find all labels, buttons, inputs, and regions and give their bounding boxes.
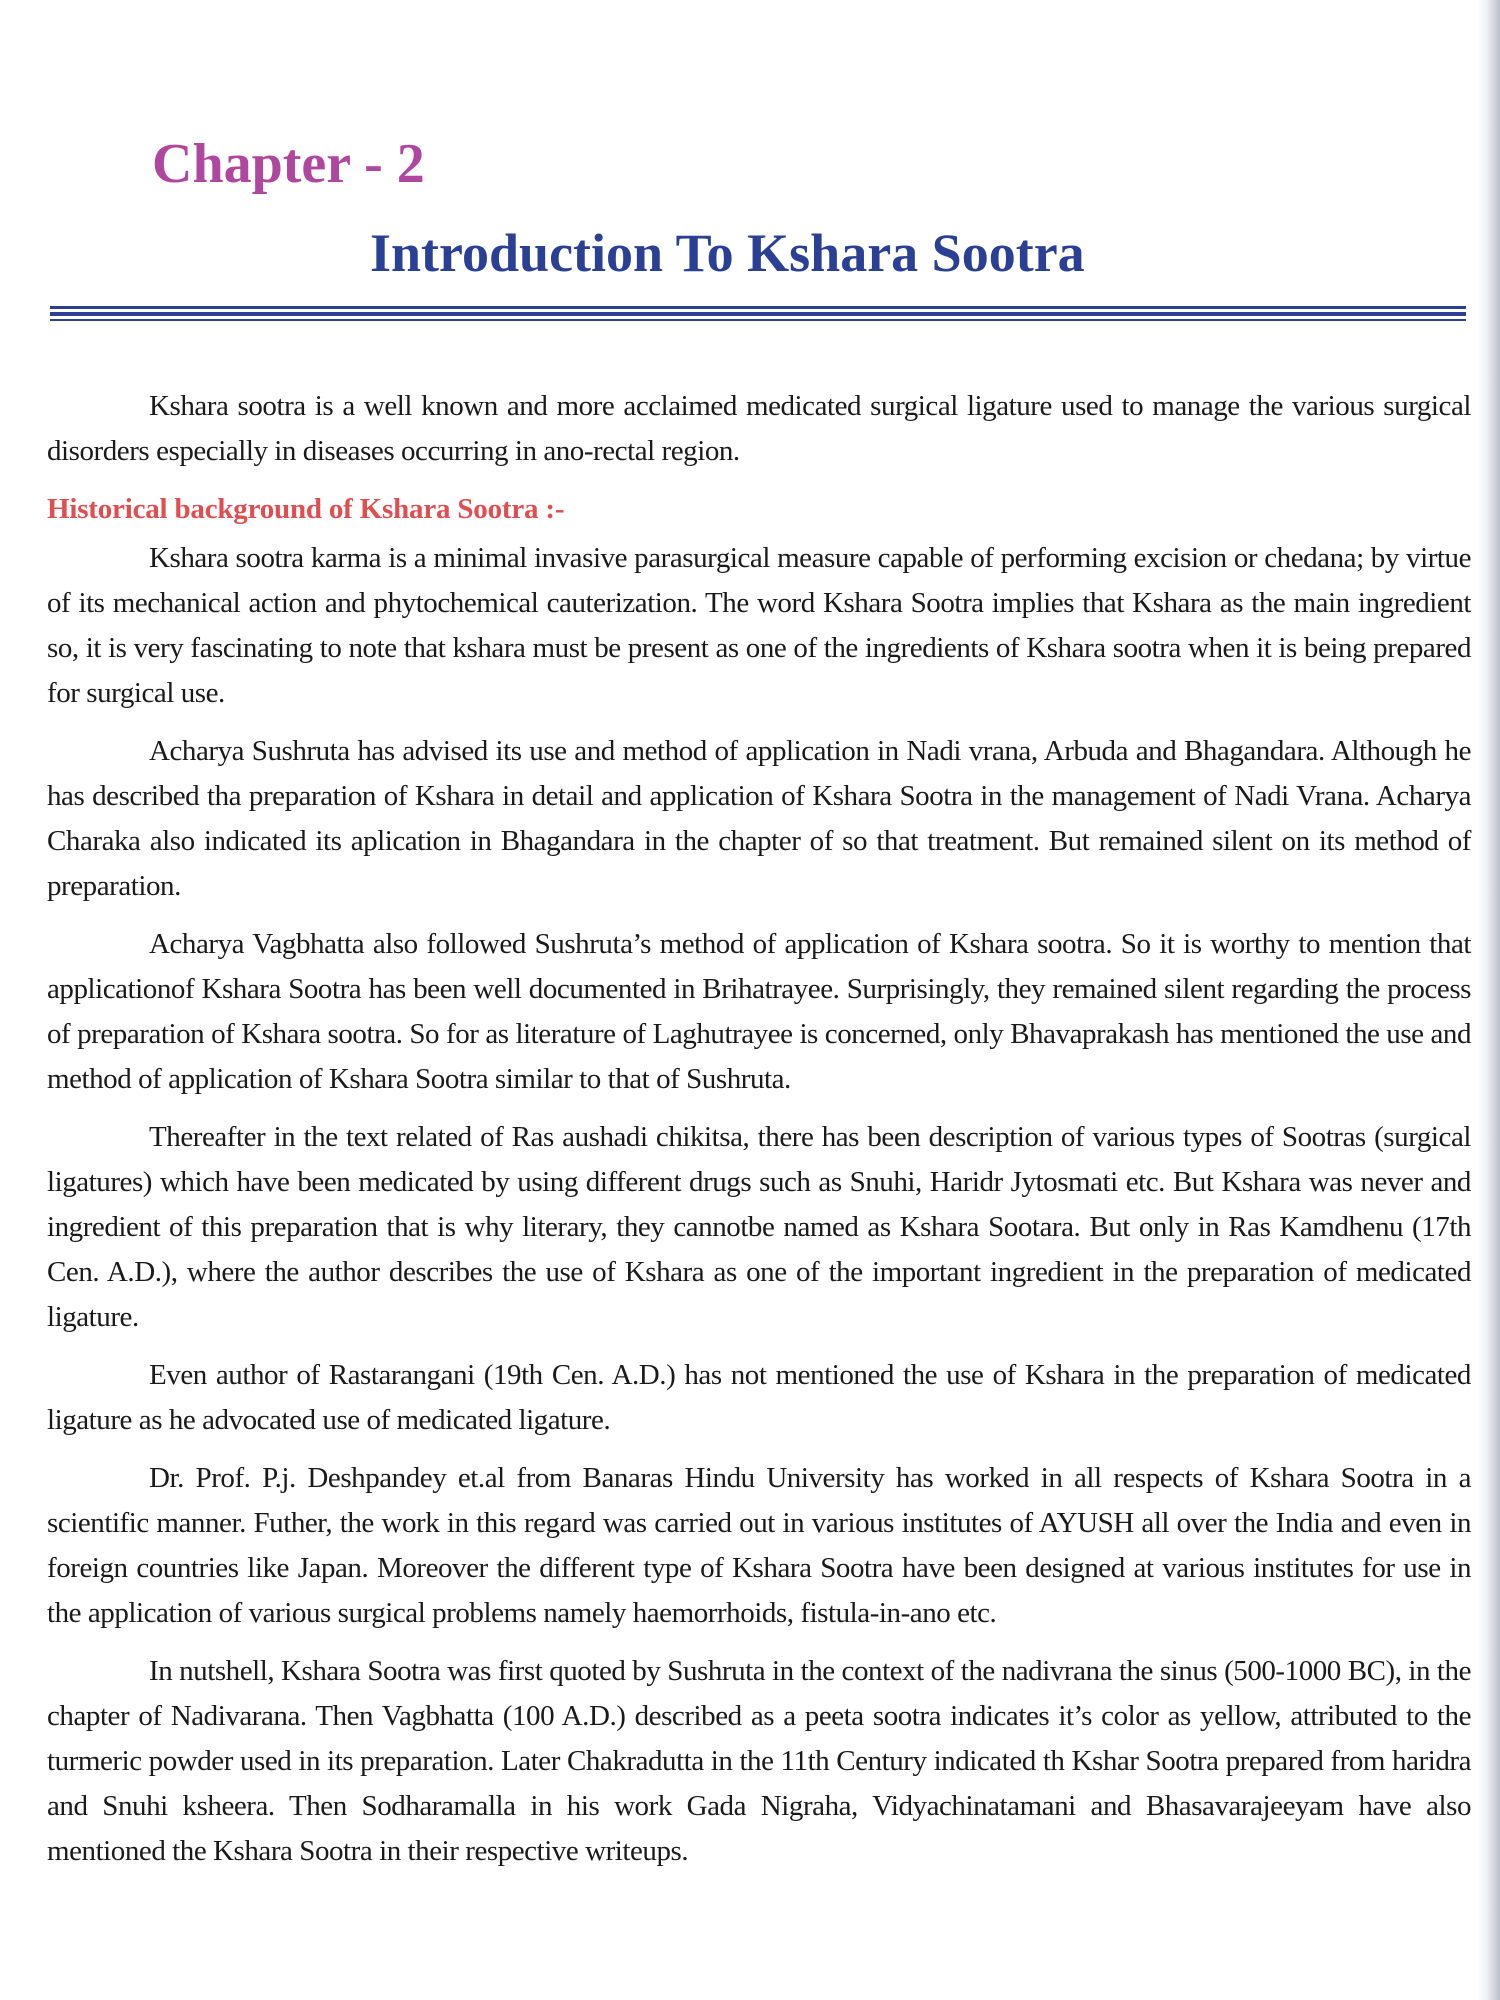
body-paragraph: Dr. Prof. P.j. Deshpandey et.al from Banaras Hindu University has worked in all respects of Kshara Sootra in a scientific manner. Futher, the work in this regard was carried out in various institutes of AYUSH all over the India and even in foreign countries like Japan. Moreover the different type of Kshara Sootra have been designed at various institutes for use in the application of various surgical problems namely haemorrhoids, fistula-in-ano etc. (47, 1462, 1471, 1629)
divider-line-bottom (50, 319, 1466, 321)
section-heading: Historical background of Kshara Sootra :- (47, 493, 565, 525)
page-binding-edge (1478, 0, 1500, 2000)
chapter-body (47, 384, 1471, 1887)
body-paragraph: Acharya Vagbhatta also followed Sushruta’s method of application of Kshara sootra. So it is worthy to mention that applicationof Kshara Sootra has been well documented in Brihatrayee. Surprisingly, they remained silent regarding the process of preparation of Kshara sootra. So for as literature of Laghutrayee is concerned, only Bhavaprakash has mentioned the use and method of application of Kshara Sootra similar to that of Sushruta. (47, 928, 1471, 1095)
body-paragraph: Acharya Sushruta has advised its use and method of application in Nadi vrana, Arbuda and Bhagandara. Although he has described tha preparation of Kshara in detail and application of Kshara Sootra in the management of Nadi Vrana. Acharya Charaka also indicated its aplication in Bhagandara in the chapter of so that treatment. But remained silent on its method of preparation. (47, 735, 1471, 902)
body-paragraph: Even author of Rastarangani (19th Cen. A.D.) has not mentioned the use of Kshara in the preparation of medicated ligature as he advocated use of medicated ligature. (47, 1359, 1471, 1436)
title-divider (50, 306, 1466, 322)
chapter-label: Chapter - 2 (152, 133, 425, 195)
divider-line-middle (50, 312, 1466, 316)
chapter-title: Introduction To Kshara Sootra (370, 223, 1085, 283)
body-paragraph: Kshara sootra karma is a minimal invasive parasurgical measure capable of performing excision or chedana; by virtue of its mechanical action and phytochemical cauterization. The word Kshara Sootra implies that Kshara as the main ingredient so, it is very fascinating to note that kshara must be present as one of the ingredients of Kshara sootra when it is being prepared for surgical use. (47, 542, 1471, 709)
body-paragraph: Thereafter in the text related of Ras aushadi chikitsa, there has been description of various types of Sootras (surgical ligatures) which have been medicated by using different drugs such as Snuhi, Haridr Jytosmati etc. But Kshara was never and ingredient of this preparation that is why literary, they cannotbe named as Kshara Sootara. But only in Ras Kamdhenu (17th Cen. A.D.), where the author describes the use of Kshara as one of the important ingredient in the preparation of medicated ligature. (47, 1121, 1471, 1333)
body-paragraph: In nutshell, Kshara Sootra was first quoted by Sushruta in the context of the nadivrana the sinus (500-1000 BC), in the chapter of Nadivarana. Then Vagbhatta (100 A.D.) described as a peeta sootra indicates it’s color as yellow, attributed to the turmeric powder used in its preparation. Later Chakradutta in the 11th Century indicated th Kshar Sootra prepared from haridra and Snuhi ksheera. Then Sodharamalla in his work Gada Nigraha, Vidyachinatamani and Bhasavarajeeyam have also mentioned the Kshara Sootra in their respective writeups. (47, 1655, 1471, 1867)
intro-paragraph: Kshara sootra is a well known and more acclaimed medicated surgical ligature used to manage the various surgical disorders especially in diseases occurring in ano-rectal region. (47, 390, 1471, 467)
divider-line-top (50, 306, 1466, 309)
